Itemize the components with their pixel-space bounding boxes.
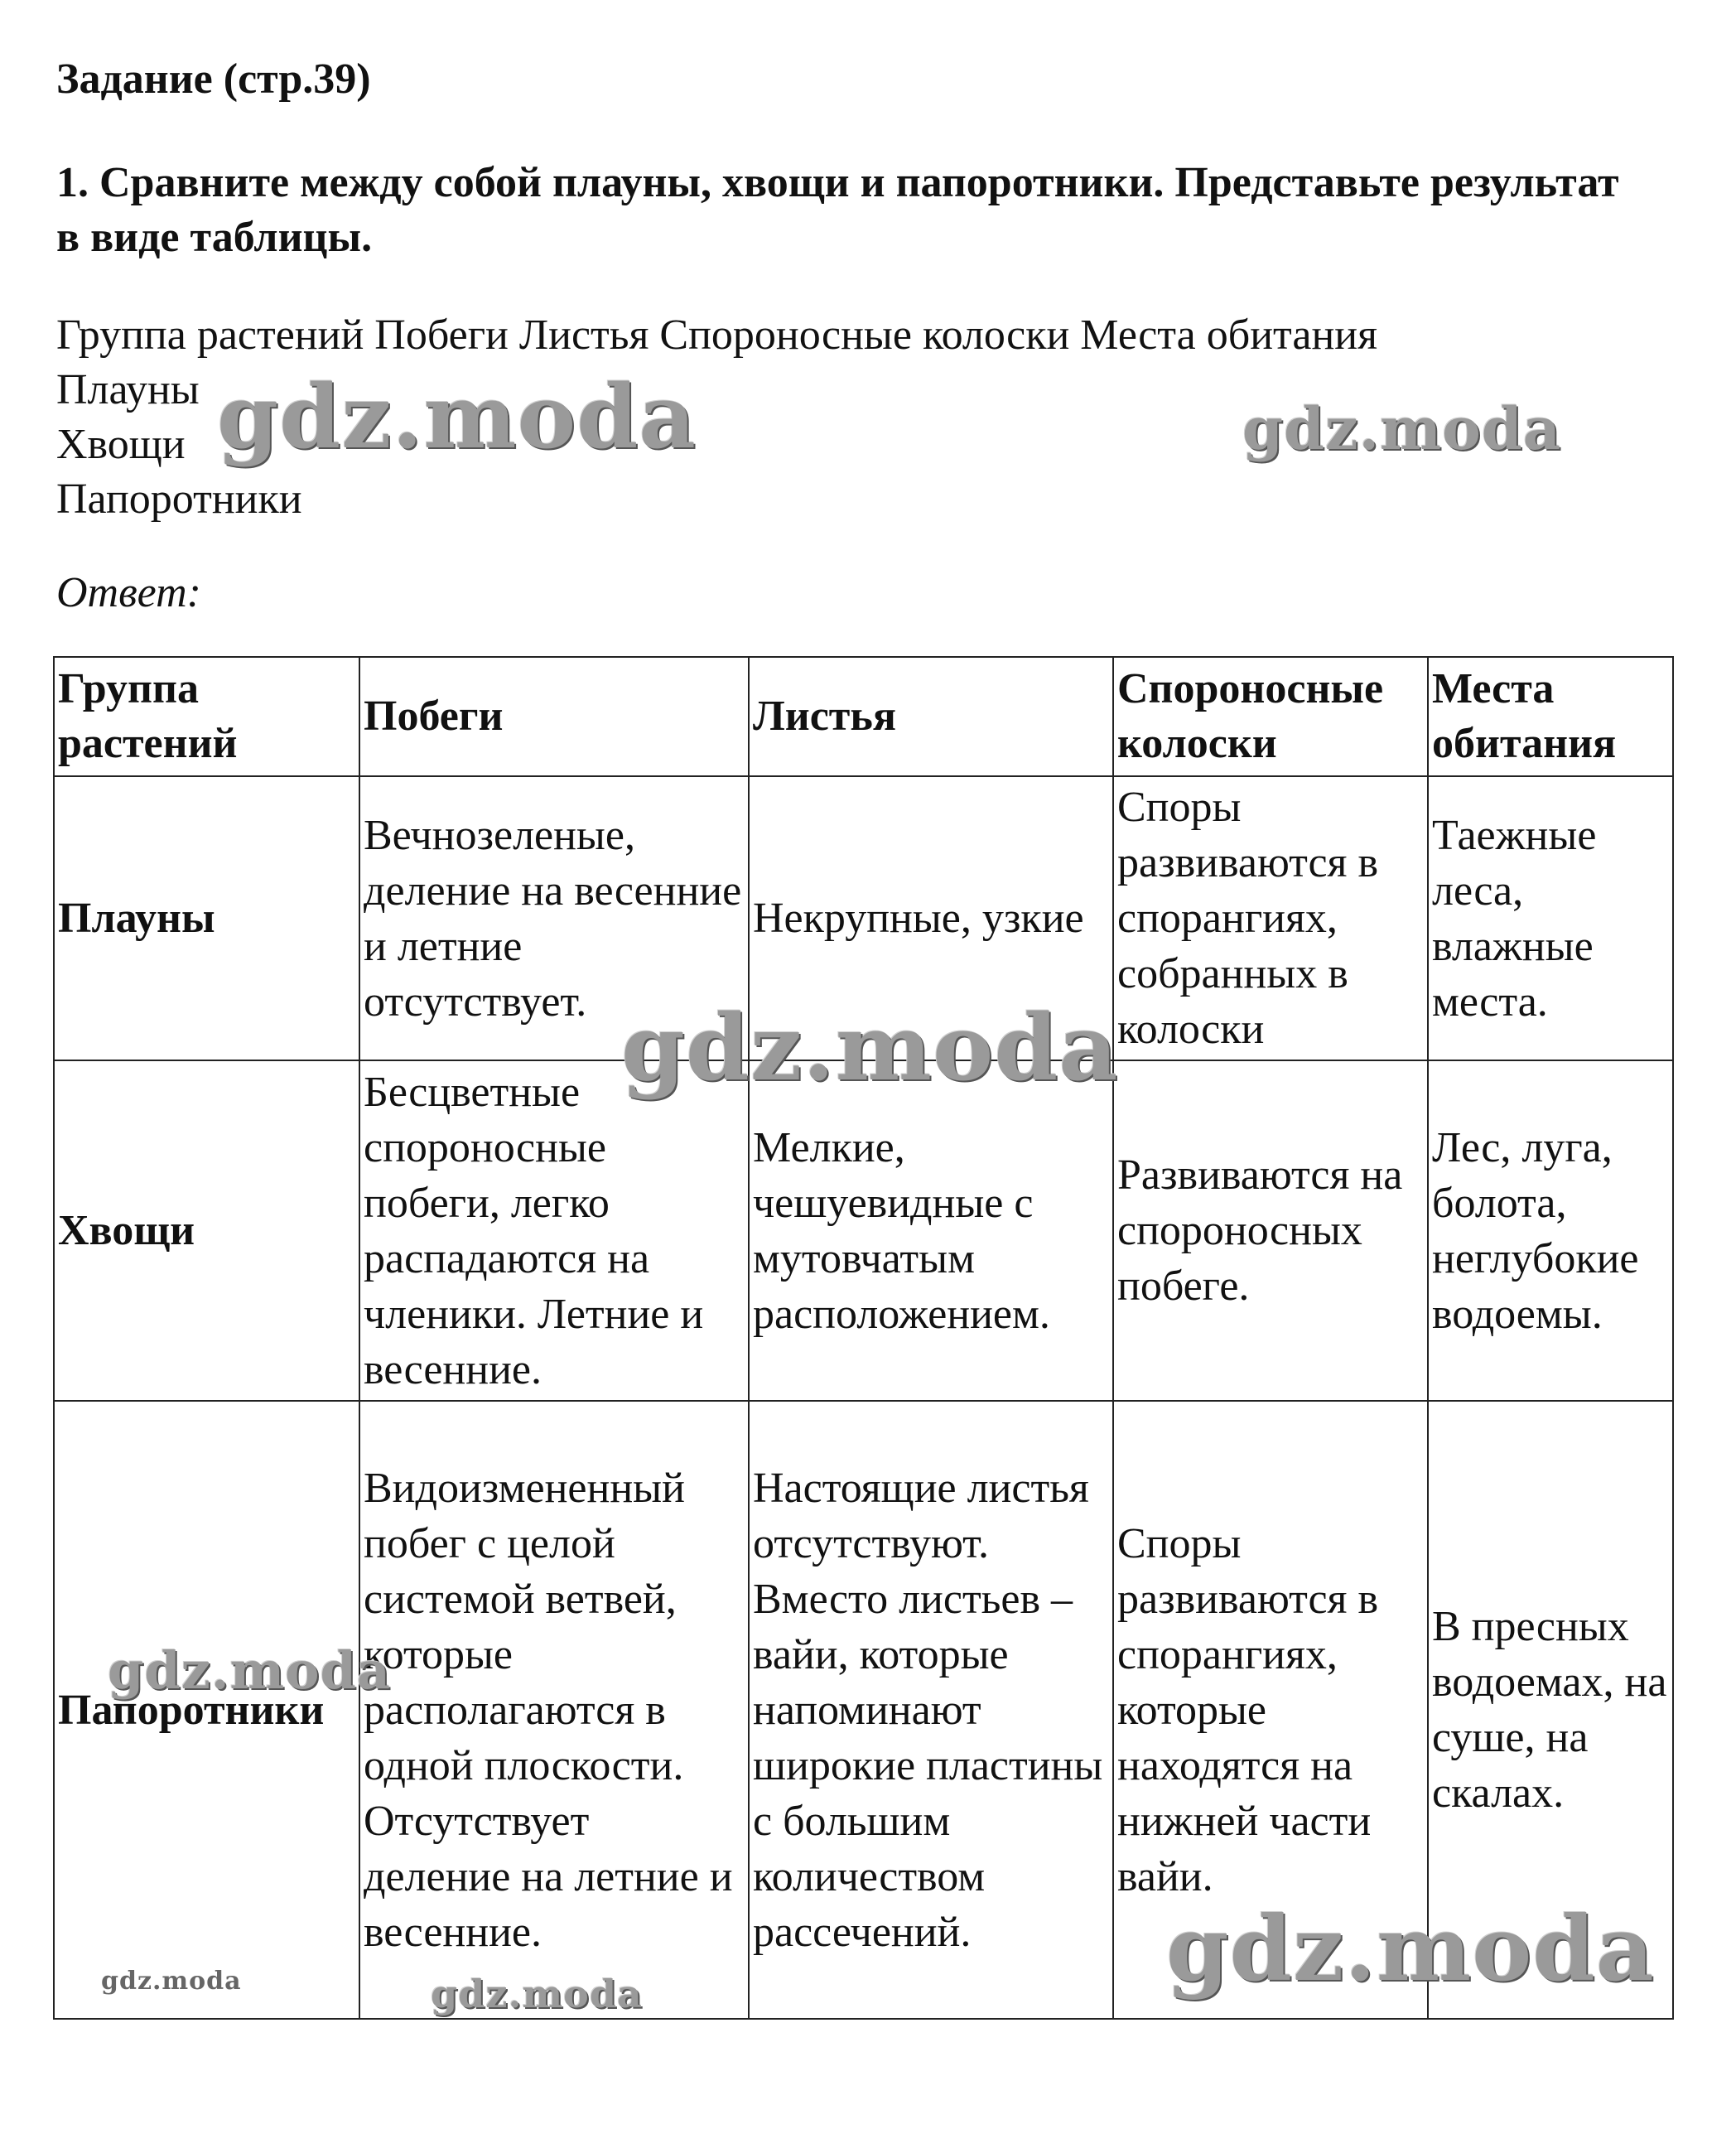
template-line-plauny: Плауны xyxy=(56,366,200,413)
cell-leaves: Мелкие, чешуевидные с мутовчатым расположением. xyxy=(749,1060,1113,1401)
answer-table xyxy=(53,656,1674,2020)
header-leaves: Листья xyxy=(749,657,1113,776)
task-title: Задание (стр.39) xyxy=(56,56,371,103)
cell-spikes: Споры развиваются в спорангиях, собранных в колоски xyxy=(1113,776,1428,1060)
header-group: Группа растений xyxy=(54,657,359,776)
template-header-line: Группа растений Побеги Листья Спороносные колоски Места обитания xyxy=(56,311,1378,359)
watermark: gdz.moda xyxy=(621,994,1119,1101)
header-shoots: Побеги xyxy=(359,657,749,776)
cell-spikes: Споры развиваются в спорангиях, которые находятся на нижней части вайи. xyxy=(1113,1401,1428,2019)
table-row xyxy=(54,776,1673,1060)
cell-group: Папоротники xyxy=(54,1401,359,2019)
table-row xyxy=(54,1060,1673,1401)
cell-group: Плауны xyxy=(54,776,359,1060)
cell-shoots: Бесцветные спороносные побеги, легко распадаются на членики. Летние и весенние. xyxy=(359,1060,749,1401)
watermark: gdz.moda xyxy=(1242,394,1562,463)
watermark: gdz.moda xyxy=(101,1967,242,1996)
header-habitat: Места обитания xyxy=(1428,657,1673,776)
cell-habitat: Таежные леса, влажные места. xyxy=(1428,776,1673,1060)
cell-shoots: Вечнозеленые, деление на весенние и летние отсутствует. xyxy=(359,776,749,1060)
cell-group: Хвощи xyxy=(54,1060,359,1401)
watermark: gdz.moda xyxy=(1166,1897,1655,2001)
cell-habitat: В пресных водоемах, на суше, на скалах. xyxy=(1428,1401,1673,2019)
cell-spikes: Развиваются на спороносных побеге. xyxy=(1113,1060,1428,1401)
watermark: gdz.moda xyxy=(217,364,697,468)
cell-leaves: Настоящие листья отсутствуют. Вместо листьев – вайи, которые напоминают широкие пластины с большим количеством рассечений. xyxy=(749,1401,1113,2019)
header-spikes: Спороносные колоски xyxy=(1113,657,1428,776)
table-header-row xyxy=(54,657,1673,776)
cell-habitat: Лес, луга, болота, неглубокие водоемы. xyxy=(1428,1060,1673,1401)
cell-shoots: Видоизмененный побег с целой системой ветвей, которые располагаются в одной плоскости. Отсутствует деление на летние и весенние. xyxy=(359,1401,749,2019)
table-row xyxy=(54,1401,1673,2019)
task-question: 1. Сравните между собой плауны, хвощи и папоротники. Представьте результат в виде таблицы. xyxy=(56,159,1619,261)
template-line-khvoshchi: Хвощи xyxy=(56,421,186,468)
cell-leaves: Некрупные, узкие xyxy=(749,776,1113,1060)
watermark: gdz.moda xyxy=(108,1640,391,1701)
answer-label: Ответ: xyxy=(56,569,201,616)
watermark: gdz.moda xyxy=(431,1972,643,2016)
template-line-paporotniki: Папоротники xyxy=(56,476,302,523)
